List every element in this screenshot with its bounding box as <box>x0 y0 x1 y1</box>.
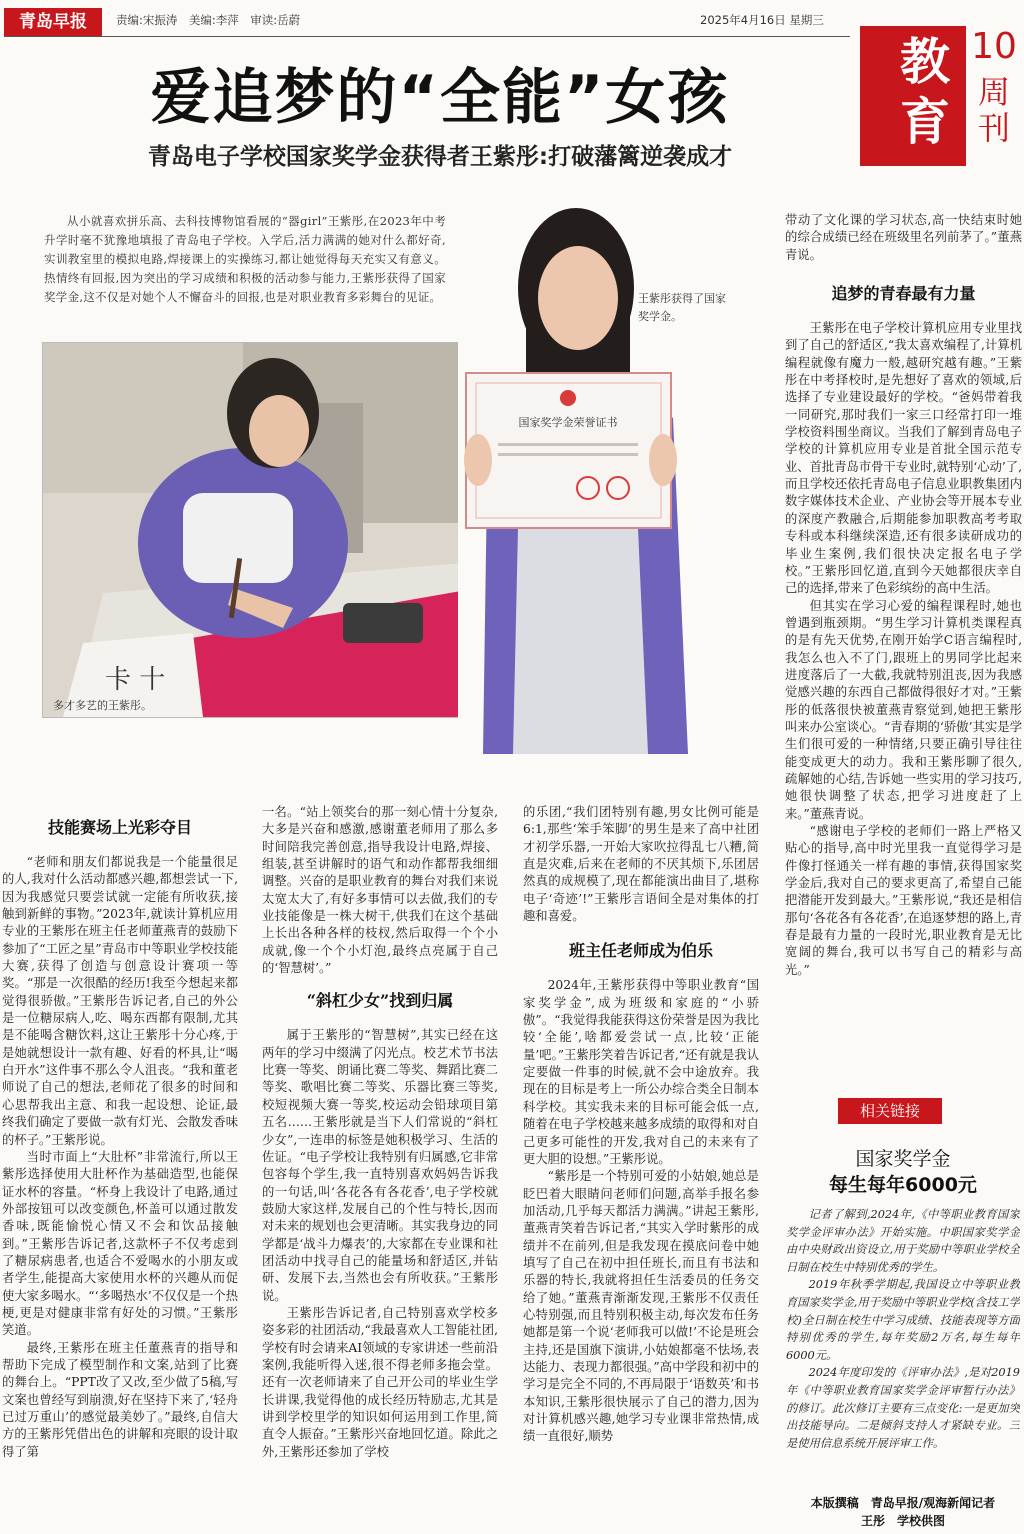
paragraph: 的乐团,“我们团特别有趣,男女比例可能是6:1,那些‘笨手笨脚’的男生是来了高中社团才初学乐器,一开始大家吹拉得乱七八糟,简直是灾难,后来在老师的不厌其烦下,乐团居然真的成规模了,现在都能演出曲目了,堪称电子‘奇迹’!”王紫彤言语间全是对集体的打趣和喜爱。 <box>523 805 759 924</box>
newspaper-logo: 青岛早报 <box>4 8 102 36</box>
paragraph: “紫彤是一个特别可爱的小姑娘,她总是眨巴着大眼睛问老师们问题,高举手报名参加活动,几乎每天都活力满满。”讲起王紫彤,董燕青笑着告诉记者,“其实入学时紫彤的成绩并不在前列,但是我发现在摸底问卷中她填写了自己在初中担任班长,而且有书法和乐器的特长,我就将担任生活委员的任务交给了她。”董燕青渐渐发现,王紫彤不仅责任心特别强,而且特别积极主动,每次发布任务她都是第一个说‘老师我可以做!’不论是班会主持,还是国旗下演讲,小姑娘都毫不怯场,表达能力、表现力都很强。”高中学段和初中的学习是完全不同的,不再局限于‘语数英’和书本知识,王紫彤很快展示了自己的潜力,因为对计算机感兴趣,她学习专业课非常热情,成绩一直很好,顺势 <box>523 1169 759 1444</box>
sub-headline: 青岛电子学校国家奖学金获得者王紫彤:打破藩篱逆袭成才 <box>147 144 733 170</box>
column-2-body-cont <box>262 1027 498 1461</box>
editor-credits: 责编:宋振涛 美编:李萍 审读:岳蔚 <box>116 13 301 27</box>
byline-photo: 王彤 学校供图 <box>860 1514 945 1528</box>
byline-writer: 本版撰稿 青岛早报/观海新闻记者 <box>810 1496 996 1510</box>
paragraph: 记者了解到,2024年,《中等职业教育国家奖学金评审办法》开始实施。中职国家奖学金由中央财政出资设立,用于奖励中等职业学校全日制在校生中特别优秀的学生。 <box>786 1208 1020 1274</box>
issue-date: 2025年4月16日 星期三 <box>700 13 824 27</box>
page-number: 10 <box>971 26 1017 67</box>
photo-right-caption: 王紫彤获得了国家奖学金。 <box>638 292 726 323</box>
photo-certificate <box>458 198 738 754</box>
column-3-body-cont <box>523 977 759 1445</box>
paragraph: “老师和朋友们都说我是一个能量很足的人,我对什么活动都感兴趣,都想尝试一下,因为我感觉只要尝试就一定能有所收获,接触到新鲜的事物。”2023年,就读计算机应用专业的王紫彤在班主任老师董燕青的鼓励下参加了“工匠之星”青岛市中等职业学校技能大赛,获得了创造与创意设计赛项一等奖。“那是一次很酷的经历!我至今想起来都觉得很骄傲。”王紫彤告诉记者,自己的外公是一位糖尿病人,吃、喝东西都有限制,尤其是不能喝含糖饮料,这让王紫彤十分心疼,于是她就想设计一款有趣、好看的杯具,让“喝白开水”这件事不那么令人沮丧。“我和董老师说了自己的想法,老师花了很多的时间和心思帮我出主意、和我一起设想、论证,最终我们确定了要做一款有灯光、会散发香味的杯子。”王紫彤说。 <box>2 855 238 1147</box>
article-column-1 <box>2 812 238 1534</box>
paragraph: 最终,王紫彤在班主任董燕青的指导和帮助下完成了模型制作和文案,站到了比赛的舞台上。“PPT改了又改,至少做了5稿,写文案也曾经写到崩溃,好在坚持下来了,‘轻舟已过万重山’的感觉最美妙了。”最终,自信大方的王紫彤凭借出色的讲解和亮眼的设计取得了第 <box>2 1340 238 1459</box>
section-masthead <box>860 26 1020 172</box>
paragraph: 一名。“站上领奖台的那一刻心情十分复杂,大多是兴奋和感激,感谢董老师用了那么多时间陪我完善创意,指导我设计电路,焊接、组装,甚至讲解时的语气和动作都帮我细细调整。兴奋的是职业教育的舞台对我们来说太宽太大了,有好多事情可以去做,我们的专业技能像是一株大树干,供我们在这个基础上长出各种各样的枝杈,然后取得一个个小成就,像一个个小灯泡,最终点亮属于自己的‘智慧树’。” <box>262 805 498 976</box>
column-2-body <box>262 804 498 977</box>
sidebar-title-line1: 国家奖学金 <box>855 1148 951 1170</box>
main-headline: 爱追梦的“全能”女孩 <box>150 63 730 133</box>
column-4-body <box>785 212 1022 264</box>
svg-text:卡 十: 卡 十 <box>105 665 166 695</box>
related-link-tag: 相关链接 <box>838 1098 942 1124</box>
sidebar-body <box>786 1206 1020 1492</box>
paragraph: 属于王紫彤的“智慧树”,其实已经在这两年的学习中缀满了闪光点。校艺术节书法比赛一等奖、朗诵比赛二等奖、舞蹈比赛二等奖、歌唱比赛二等奖、乐器比赛三等奖,校短视频大赛一等奖,校运动会铅球项目第五名……王紫彤就是当下人们常说的“斜杠少女”,一连串的标签是她积极学习、生活的佐证。“电子学校让我特别有归属感,它非常包容每个学生,我一直特别喜欢妈妈告诉我的一句话,叫‘各花各有各花香’,电子学校就鼓励大家这样,发展自己的个性与特长,因而对未来的规划也会更清晰。其实我身边的同学都是‘战斗力爆表’的,大家都在专业课和社团活动中找寻自己的能量场和舒适区,并钻研、发展下去,当然也会有所收获。”王紫彤说。 <box>262 1028 498 1303</box>
paragraph: 当时市面上“大肚杯”非常流行,所以王紫彤选择使用大肚杯作为基础造型,也能保证水杯的容量。“杯身上我设计了电路,通过外部按钮可以改变颜色,杯盖可以通过散发香味,既能愉悦心情又不会和饮品接触到。”王紫彤告诉记者,这款杯子不仅考虑到了糖尿病患者,也适合不爱喝水的小朋友或者学生,能提高大家使用水杯的兴趣从而促使大家多喝水。“‘多喝热水’不仅仅是一个热梗,更是对健康非常有好处的习惯。”王紫彤笑道。 <box>2 1149 238 1338</box>
sidebar-title-line2: 每生每年6000元 <box>829 1174 977 1196</box>
section-type: 周刊 <box>977 73 1010 147</box>
photo-left-caption: 多才多艺的王紫彤。 <box>53 699 152 712</box>
column-3-body <box>523 804 759 925</box>
paragraph: 王紫彤在电子学校计算机应用专业里找到了自己的舒适区,“我太喜欢编程了,计算机编程就像有魔力一般,越研究越有趣。”王紫彤在中考择校时,是先想好了喜欢的领域,后选择了专业建设最好的学校。“爸妈带着我一同研究,那时我们一家三口经常打印一堆学校资料围坐商议。当我们了解到青岛电子学校的计算机应用专业是首批全国示范专业、首批青岛市骨干专业时,就特别‘心动’了,而且学校还依托青岛电子信息业职教集团内数字媒体技术企业、产业协会等开展本专业的深度产教融合,后期能参加职教高考考取专科或本科继续深造,还有很多读研成功的毕业生案例,我们很快决定报名电子学校。”王紫彤回忆道,直到今天她都很庆幸自己的选择,带来了色彩缤纷的高中生活。 <box>785 321 1022 596</box>
lead-paragraph <box>44 212 446 307</box>
section-heading-head-teacher: 班主任老师成为伯乐 <box>568 941 713 961</box>
column-4-body-cont <box>785 320 1022 979</box>
photo-certificate-illustration <box>458 198 738 754</box>
paragraph: “感谢电子学校的老师们一路上严格又贴心的指导,高中时光里我一直觉得学习是件像打怪通关一样有趣的事情,获得国家奖学金后,我对自己的要求更高了,希望自己能把潜能开发到最大。”王紫彤说,“我还是相信那句‘各花各有各花香’,在追逐梦想的路上,青春是最有力量的一段时光,职业教育是无比宽阔的舞台,我可以书写自己的精彩与高光。” <box>785 824 1022 977</box>
paragraph: 2024年度印发的《评审办法》,是对2019年《中等职业教育国家奖学金评审暂行办法》的修订。此次修订主要有三点变化:一是更加突出技能导向。二是倾斜支持人才紧缺专业。三是使用信息系统开展评审工作。 <box>786 1366 1020 1450</box>
article-column-3 <box>523 804 759 1534</box>
lead-text: 从小就喜欢拼乐高、去科技博物馆看展的“器girl”王紫彤,在2023年中考升学时毫不犹豫地填报了青岛电子学校。入学后,活力满满的她对什么都好奇,实训教室里的模拟电路,焊接课上的实操练习,都让她觉得每天充实又有意义。热情终有回报,因为突出的学习成绩和积极的活动参与能力,王紫彤获得了国家奖学金,这不仅是对她个人不懈奋斗的回报,也是对职业教育多彩舞台的见证。 <box>44 214 446 304</box>
paragraph: 王紫彤告诉记者,自己特别喜欢学校多姿多彩的社团活动,“我最喜欢人工智能社团,学校有时会请来AI领域的专家讲述一些前沿案例,我能听得入迷,很不得老师多拖会堂。还有一次老师请来了自己开公司的毕业生学长讲课,我觉得他的成长经历特励志,尤其是讲到学校里学的知识如何运用到工作里,简直令人振奋。”王紫彤兴奋地回忆道。除此之外,王紫彤还参加了学校 <box>262 1305 498 1459</box>
article-column-2 <box>262 804 498 1534</box>
section-name: 教育 <box>900 33 950 151</box>
article-column-4 <box>785 212 1022 1082</box>
paragraph: 带动了文化课的学习状态,高一快结束时她的综合成绩已经在班级里名列前茅了。”董燕青说。 <box>785 213 1022 262</box>
photo-calligraphy <box>42 342 462 718</box>
photo-calligraphy-illustration <box>43 343 461 717</box>
certificate-title: 国家奖学金荣誉证书 <box>518 416 618 429</box>
section-heading-skills: 技能赛场上光彩夺目 <box>47 818 192 837</box>
paragraph: 2024年,王紫彤获得中等职业教育“国家奖学金”,成为班级和家庭的“小骄傲”。“我觉得我能获得这份荣誉是因为我比较‘全能’,啥都爱尝试一点,比较‘正能量’吧。”王紫彤笑着告诉记者,“还有就是我认定要做一件事的时候,就不会中途放弃。我现在的目标是考上一所公办综合类全日制本科学校。其实我未来的目标可能会低一点,随着在电子学校越来越多成绩的取得和对自己更多可能性的开发,我对自己的未来有了更大胆的设想。”王紫彤说。 <box>523 978 759 1166</box>
header-rule <box>4 36 850 37</box>
paragraph: 但其实在学习心爱的编程课程时,她也曾遇到瓶颈期。“男生学习计算机类课程真的是有先天优势,在刚开始学C语言编程时,我怎么也入不了门,跟班上的男同学比起来进度落后了一大截,我就特别沮丧,因为我感觉感兴趣的东西自己都做得很好才对。”王紫彤的低落很快被董燕青察觉到,她把王紫彤叫来办公室谈心。“青春期的‘骄傲’其实是学生们很可爱的一种情绪,只要正确引导往往能变成更大的动力。我和王紫彤聊了很久,疏解她的心结,告诉她一些实用的学习技巧,她很快调整了状态,把学习进度赶了上来。”董燕青说。 <box>785 598 1022 821</box>
section-heading-slash-girl: “斜杠少女”找到归属 <box>306 991 454 1011</box>
section-heading-youth-dream: 追梦的青春最有力量 <box>831 284 976 304</box>
column-1-body <box>2 854 238 1461</box>
paragraph: 2019年秋季学期起,我国设立中等职业教育国家奖学金,用于奖励中等职业学校(含技工学校)全日制在校生中学习成绩、技能表现等方面特别优秀的学生,每年奖励2万名,每生每年6000元。 <box>786 1278 1020 1362</box>
